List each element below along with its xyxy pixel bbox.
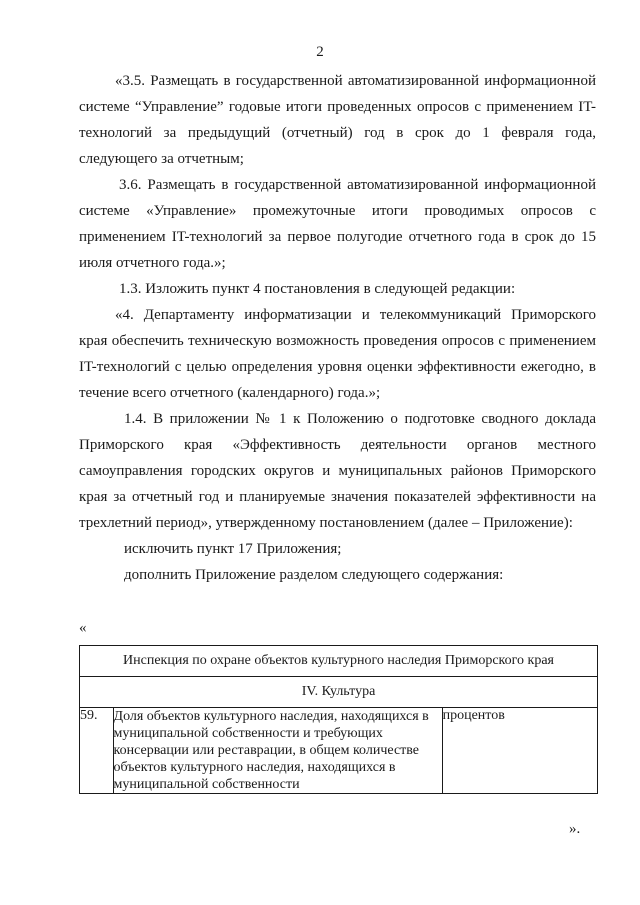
row-number: 59.: [80, 708, 114, 794]
closing-quote: ».: [569, 821, 581, 837]
item-exclude: исключить пункт 17 Приложения;: [124, 541, 342, 557]
table-header: Инспекция по охране объектов культурного наследия Приморского края: [80, 646, 598, 677]
table-section: IV. Культура: [80, 677, 598, 708]
page-number: 2: [316, 44, 324, 60]
table-header-row: [80, 646, 598, 677]
paragraph-3-6: 3.6. Размещать в государственной автоматизированной информационной системе «Управление» промежуточные итоги проводимых опросов с применением IT-технологий за первое полугодие отчетного года в срок до 15 июля отчетного года.»;: [79, 177, 596, 271]
table-row: [80, 708, 598, 794]
appendix-table: [79, 645, 598, 794]
paragraph-1-4: 1.4. В приложении № 1 к Положению о подготовке сводного доклада Приморского края «Эффективность деятельности органов местного самоуправления городских округов и муниципальных районов Приморского края за отчетный год и планируемые значения показателей эффективности на трехлетний период», утвержденному постановлением (далее – Приложение):: [79, 411, 596, 531]
item-add: дополнить Приложение разделом следующего содержания:: [124, 567, 504, 583]
paragraph-1-3: 1.3. Изложить пункт 4 постановления в следующей редакции:: [119, 281, 516, 297]
opening-quote: «: [79, 620, 87, 636]
paragraph-3-5: «3.5. Размещать в государственной автоматизированной информационной системе “Управление” годовые итоги проведенных опросов с применением IT-технологий за предыдущий (отчетный) год в срок до 1 февраля года, следующего за отчетным;: [79, 73, 596, 167]
paragraph-4: «4. Департаменту информатизации и телекоммуникаций Приморского края обеспечить техническую возможность проведения опросов с применением IT-технологий с целью определения уровня оценки эффективности ежегодно, в течение всего отчетного (календарного) года.»;: [79, 307, 596, 401]
row-description: Доля объектов культурного наследия, находящихся в муниципальной собственности и требующих консервации или реставрации, в общем количестве объектов культурного наследия, находящихся в муниципальной собственности: [113, 708, 442, 794]
table-section-row: [80, 677, 598, 708]
row-unit: процентов: [442, 708, 597, 794]
document-body: [79, 68, 596, 588]
